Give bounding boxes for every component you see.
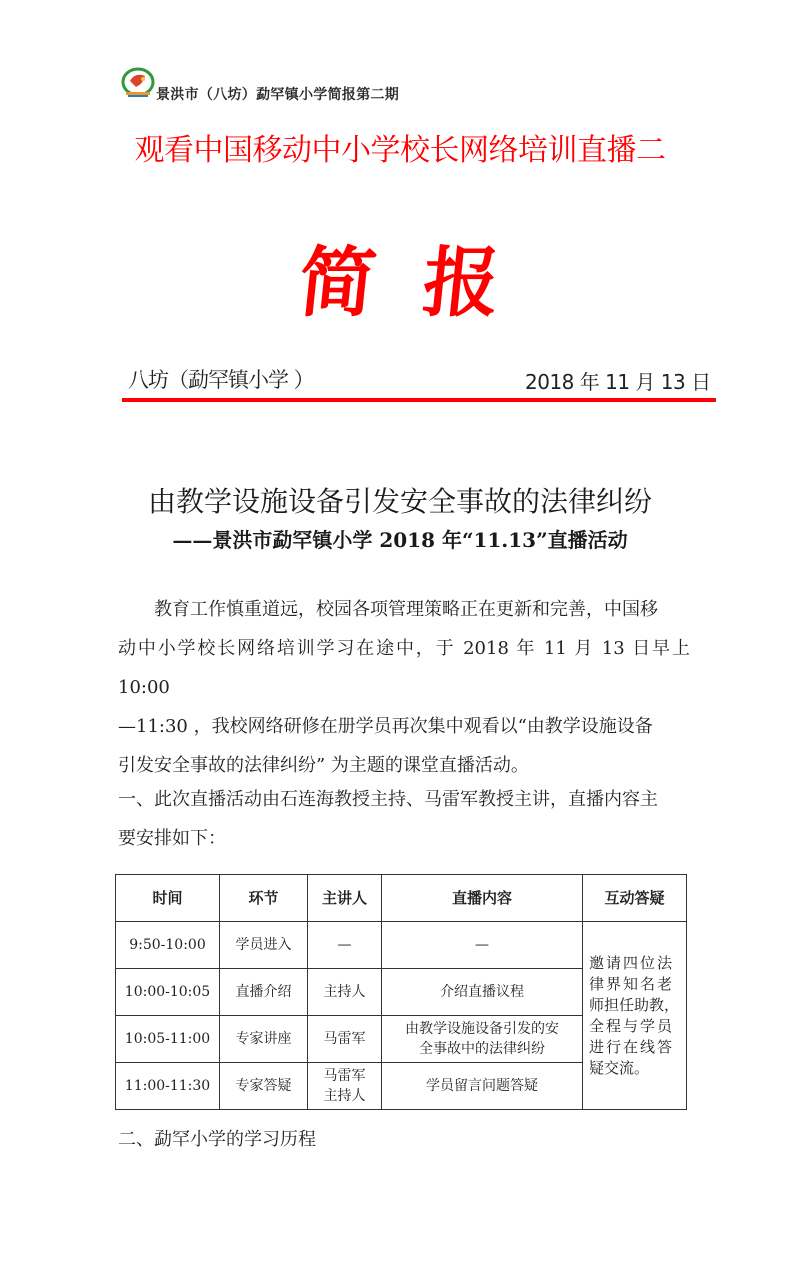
banner-title: 观看中国移动中小学校长网络培训直播二 (134, 133, 666, 168)
article-subtitle: ——景洪市勐罕镇小学 2018 年“11.13”直播活动 (172, 528, 628, 552)
bulletin-big-title: 简报 (294, 238, 553, 327)
intro-line: 动中小学校长网络培训学习在途中，于 2018 年 11 月 13 日早上 10:00 (118, 638, 690, 698)
header-time: 时间 (116, 875, 220, 922)
cell-speaker: — (308, 922, 382, 969)
section-one (118, 780, 718, 858)
section-one-line: 要安排如下： (118, 828, 226, 849)
cell-content: 学员留言问题答疑 (382, 1063, 583, 1110)
cell-content: — (382, 922, 583, 969)
organization-name: 八坊（勐罕镇小学 ） (128, 368, 314, 392)
cell-time: 9:50-10:00 (116, 922, 220, 969)
intro-paragraph (118, 590, 690, 785)
cell-segment: 学员进入 (220, 922, 308, 969)
cell-speaker: 马雷军 (308, 1016, 382, 1063)
cell-segment: 专家讲座 (220, 1016, 308, 1063)
content-line: 由教学设施设备引发的安 (405, 1021, 559, 1037)
publish-date: 2018 年 11 月 13 日 (525, 370, 711, 394)
intro-line: 教育工作慎重道远，校园各项管理策略正在更新和完善，中国移 (154, 599, 658, 620)
qa-line: 师担任助教， (589, 995, 680, 1014)
bulletin-issue-note: 景洪市（八坊）勐罕镇小学简报第二期 (156, 87, 400, 103)
cell-time: 10:00-10:05 (116, 969, 220, 1016)
header-content: 直播内容 (382, 875, 583, 922)
qa-line: 全程与学员 (589, 1016, 675, 1035)
speaker-line: 马雷军 (323, 1068, 366, 1084)
cell-segment: 直播介绍 (220, 969, 308, 1016)
intro-line: —11:30 ，我校网络研修在册学员再次集中观看以“由教学设施设备 (118, 716, 653, 737)
table-row (116, 922, 687, 969)
section-one-line: 一、此次直播活动由石连海教授主持、马雷军教授主讲，直播内容主 (118, 789, 658, 810)
cell-time: 10:05-11:00 (116, 1016, 220, 1063)
content-line: 全事故中的法律纠纷 (419, 1041, 545, 1057)
qa-line: 律界知名老 (589, 974, 675, 993)
intro-line: 引发安全事故的法律纠纷” 为主题的课堂直播活动。 (118, 755, 529, 776)
cell-segment: 专家答疑 (220, 1063, 308, 1110)
qa-line: 疑交流。 (589, 1058, 650, 1077)
schedule-table (115, 874, 687, 1110)
qa-line: 邀请四位法 (589, 953, 675, 972)
speaker-line: 主持人 (323, 1088, 366, 1104)
cell-time: 11:00-11:30 (116, 1063, 220, 1110)
article-title: 由教学设施设备引发安全事故的法律纠纷 (147, 485, 652, 518)
table-header-row (116, 875, 687, 922)
qa-line: 进行在线答 (589, 1037, 675, 1056)
cell-speaker: 主持人 (308, 969, 382, 1016)
school-logo-icon (121, 67, 155, 101)
red-divider (122, 398, 716, 402)
cell-speaker (308, 1063, 382, 1110)
header-qa: 互动答疑 (583, 875, 687, 922)
cell-content: 介绍直播议程 (382, 969, 583, 1016)
section-two-heading: 二、勐罕小学的学习历程 (118, 1129, 316, 1150)
header-speaker: 主讲人 (308, 875, 382, 922)
cell-qa (583, 922, 687, 1110)
header-segment: 环节 (220, 875, 308, 922)
cell-content (382, 1016, 583, 1063)
